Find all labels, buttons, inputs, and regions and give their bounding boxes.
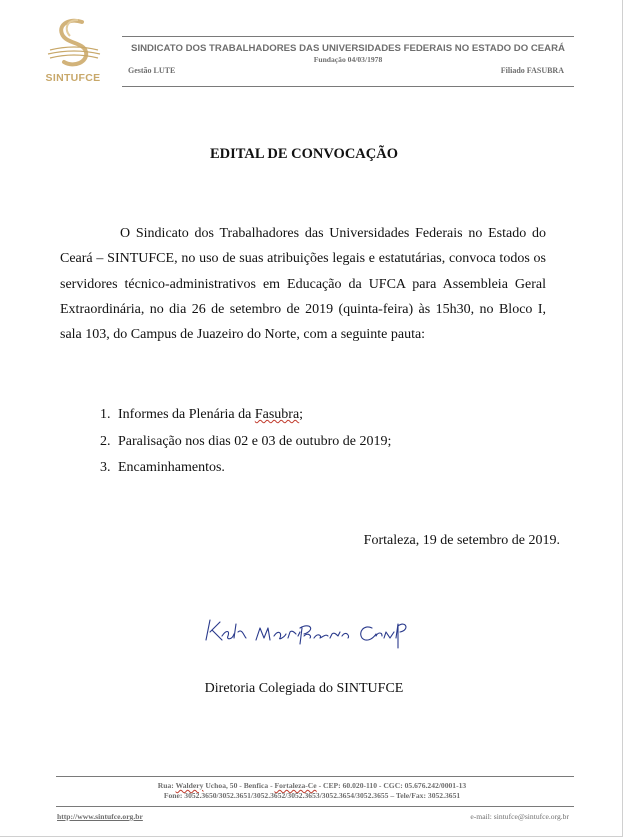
agenda-list	[100, 402, 391, 482]
agenda-text: Paralisação nos dias 02 e 03 de outubro de 2019;	[118, 433, 392, 449]
agenda-item	[100, 429, 391, 456]
address-prefix: Rua:	[157, 781, 176, 790]
paragraph-text: O Sindicato dos Trabalhadores das Universidades Federais no Estado do Ceará – SINTUFCE, no uso de suas atribuições legais e estatutárias, convoca todos os servidores técnico-administrativos em Educação da UFCA para Assembleia Geral Extraordinária, no dia 26 de setembro de 2019 (quinta-feira) às 15h30, no Bloco I, sala 103, do Campus de Juazeiro do Norte, com a seguinte pauta:	[60, 226, 546, 343]
signature-caption: Diretoria Colegiada do SINTUFCE	[204, 681, 404, 696]
footer-bottom-rule	[56, 806, 574, 807]
founded-date: Fundação 04/03/1978	[313, 55, 383, 64]
logo-text: SINTUFCE	[45, 72, 101, 84]
agenda-text-end: ;	[299, 407, 304, 422]
footer-phones: Fone: 3052.3650/3052.3651/3052.3652/3052.3653/3052.3654/3052.3655 – Tele/Fax: 3052.3651	[163, 791, 461, 800]
email-contact: e-mail: sintufce@sintufce.org.br	[470, 812, 569, 821]
document-title: EDITAL DE CONVOCAÇÃO	[210, 146, 398, 162]
address-street: Waldery	[175, 781, 204, 790]
address-rest: - CEP: 60.020-110 - CGC: 05.676.242/0001-13	[316, 781, 467, 790]
convocation-paragraph	[60, 221, 546, 347]
header-top-rule	[122, 36, 574, 37]
footer-address	[0, 781, 624, 790]
agenda-number: 3.	[100, 460, 111, 475]
address-city: Fortaleza-Ce	[274, 781, 317, 790]
agenda-text: Informes da Plenária da	[118, 407, 255, 422]
address-mid: Uchoa, 50 - Benfica -	[203, 781, 275, 790]
agenda-item	[100, 455, 391, 482]
agenda-number: 1.	[100, 407, 111, 422]
agenda-text-spellcheck: Fasubra	[254, 407, 300, 422]
agenda-item	[100, 402, 391, 429]
footer-top-rule	[56, 776, 574, 777]
handwritten-signature	[200, 606, 410, 652]
org-name: SINDICATO DOS TRABALHADORES DAS UNIVERSIDADES FEDERAIS NO ESTADO DO CEARÁ	[131, 43, 565, 54]
website-link[interactable]: http://www.sintufce.org.br	[57, 812, 143, 821]
agenda-text: Encaminhamentos.	[118, 460, 225, 475]
place-date: Fortaleza, 19 de setembro de 2019.	[363, 533, 560, 548]
agenda-number: 2.	[100, 433, 111, 449]
header-bottom-rule	[122, 86, 574, 87]
filiado-label: Filiado FASUBRA	[500, 66, 564, 75]
gestao-label: Gestão LUTE	[128, 66, 176, 75]
